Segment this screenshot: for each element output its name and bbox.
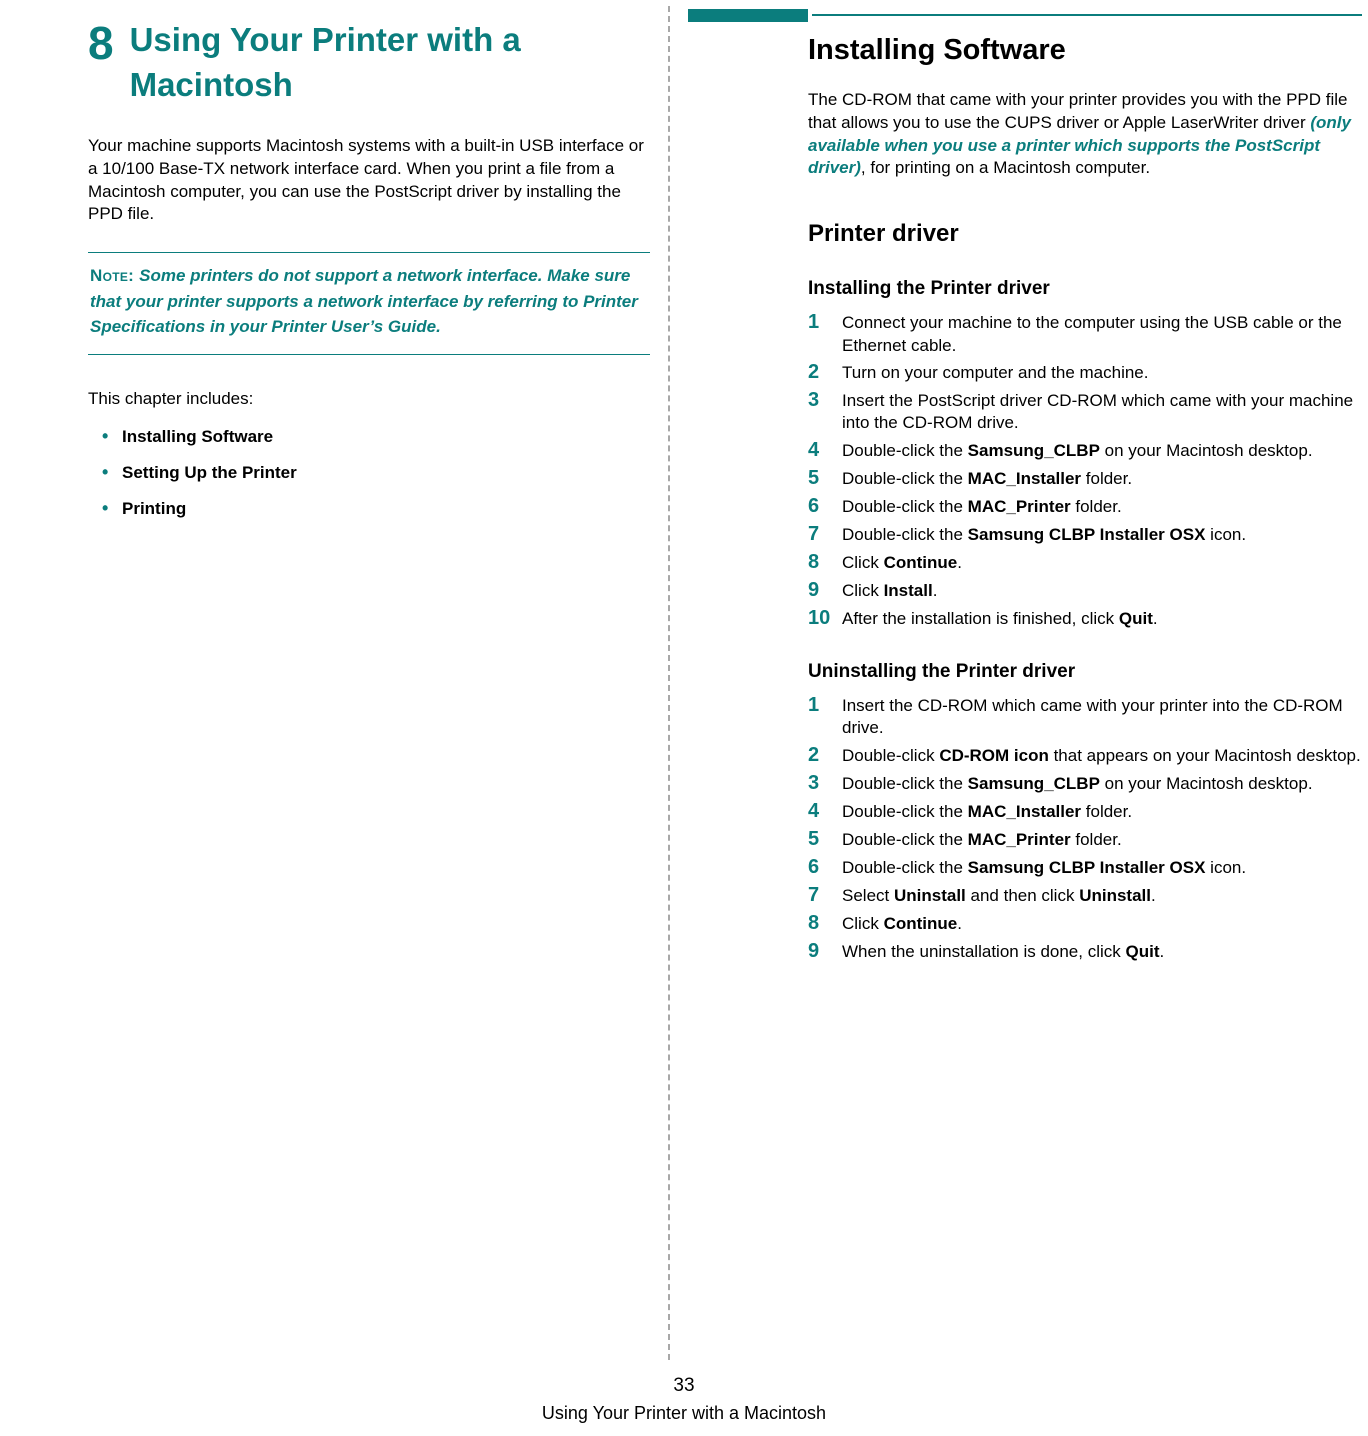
printer-driver-heading: Printer driver — [808, 220, 959, 248]
step-item — [808, 388, 1364, 435]
step-number: 6 — [808, 494, 820, 517]
page-footer — [0, 1375, 1368, 1424]
step-text — [842, 310, 1364, 357]
text-segment: Connect your machine to the computer using the USB cable or the Ethernet cable. — [842, 313, 1342, 355]
note-box — [88, 252, 650, 355]
chapter-include-item: • Installing Software — [102, 427, 650, 447]
text-segment: folder. — [1081, 468, 1133, 488]
text-segment: on your Macintosh desktop. — [1099, 773, 1313, 793]
installing-software-paragraph — [808, 89, 1364, 180]
text-segment: Double-click the — [842, 468, 968, 488]
section-title-installing-software: Installing Software — [808, 34, 1066, 66]
text-segment: Double-click the — [842, 829, 968, 849]
step-number: 1 — [808, 693, 820, 716]
step-text — [842, 360, 1148, 385]
text-segment: Samsung_CLBP — [967, 773, 1100, 793]
step-item — [808, 771, 1364, 796]
note-text — [90, 266, 638, 336]
step-text — [842, 883, 1156, 908]
footer-title: Using Your Printer with a Macintosh — [541, 1403, 827, 1423]
text-segment: Turn on your computer and the machine. — [842, 362, 1149, 382]
text-segment: After the installation is finished, click — [842, 608, 1119, 628]
text-segment: Note: — [90, 266, 140, 286]
text-segment: Quit — [1118, 608, 1153, 628]
step-item — [808, 550, 1364, 575]
text-segment: CD-ROM icon — [939, 745, 1049, 765]
text-segment: Double-click the — [842, 496, 968, 516]
step-text — [842, 388, 1364, 435]
chapter-includes-label: This chapter includes: — [88, 388, 254, 408]
step-item — [808, 827, 1364, 852]
text-segment: Click — [842, 580, 884, 600]
step-item — [808, 743, 1364, 768]
step-item — [808, 939, 1364, 964]
left-column — [88, 18, 650, 535]
text-segment: Uninstall — [893, 885, 966, 905]
step-number: 3 — [808, 771, 820, 794]
step-text — [842, 578, 937, 603]
step-item — [808, 522, 1364, 547]
text-segment: Double-click the — [842, 773, 968, 793]
text-segment: Double-click the — [842, 801, 968, 821]
chapter-include-item: • Printing — [102, 499, 650, 519]
text-segment: folder. — [1070, 496, 1122, 516]
text-segment: Samsung_CLBP — [967, 440, 1100, 460]
chapter-heading — [88, 18, 650, 107]
step-number: 8 — [808, 550, 820, 573]
step-number: 10 — [808, 606, 831, 629]
step-number: 9 — [808, 578, 820, 601]
step-item — [808, 438, 1364, 463]
step-text — [842, 855, 1246, 880]
step-item — [808, 494, 1364, 519]
step-text — [842, 693, 1364, 740]
step-number: 2 — [808, 743, 820, 766]
step-text — [842, 522, 1246, 547]
step-number: 7 — [808, 522, 820, 545]
text-segment: and then click — [965, 885, 1080, 905]
text-segment: . — [1159, 941, 1165, 961]
text-segment: folder. — [1070, 829, 1122, 849]
uninstalling-driver-subheading: Uninstalling the Printer driver — [808, 660, 1076, 682]
text-segment: Double-click the — [842, 440, 968, 460]
text-segment: MAC_Printer — [967, 829, 1071, 849]
step-item — [808, 693, 1364, 740]
text-segment: Click — [842, 913, 884, 933]
text-segment: MAC_Installer — [967, 801, 1082, 821]
text-segment: . — [932, 580, 938, 600]
section-top-rule — [688, 8, 1362, 22]
text-segment: icon. — [1205, 524, 1247, 544]
step-item — [808, 578, 1364, 603]
step-item — [808, 911, 1364, 936]
text-segment: Some printers do not support a network interface. Make sure that your printer supports a network interface by referring to Printer Specifications in your Printer User’s Guide. — [90, 266, 638, 337]
step-text — [842, 466, 1132, 491]
step-text — [842, 799, 1132, 824]
step-number: 4 — [808, 438, 820, 461]
text-segment: MAC_Printer — [967, 496, 1071, 516]
step-number: 5 — [808, 827, 820, 850]
chapter-title: Using Your Printer with a Macintosh — [129, 21, 521, 103]
step-number: 1 — [808, 311, 820, 334]
step-item — [808, 466, 1364, 491]
step-number: 6 — [808, 855, 820, 878]
step-number: 9 — [808, 939, 820, 962]
text-segment: (only available when you use a printer which supports the PostScript driver) — [808, 112, 1351, 178]
uninstall-steps-list — [808, 693, 1364, 964]
text-segment: folder. — [1081, 801, 1133, 821]
right-column — [808, 22, 1364, 967]
text-segment: Install — [883, 580, 933, 600]
text-segment: on your Macintosh desktop. — [1099, 440, 1313, 460]
text-segment: Click — [842, 552, 884, 572]
text-segment: The CD-ROM that came with your printer provides you with the PPD file that allows you to use the CUPS driver or Apple LaserWriter driver — [808, 90, 1348, 132]
step-item — [808, 855, 1364, 880]
step-item — [808, 883, 1364, 908]
install-steps-list — [808, 310, 1364, 631]
text-segment: icon. — [1205, 857, 1247, 877]
step-number: 3 — [808, 388, 820, 411]
chapter-intro-paragraph: Your machine supports Macintosh systems with a built-in USB interface or a 10/100 Base-TX network interface card. When you print a file from a Macintosh computer, you can use the PostScript driver by installing the PPD file. — [88, 136, 644, 224]
chapter-includes-list — [88, 427, 650, 519]
text-segment: When the uninstallation is done, click — [842, 941, 1126, 961]
step-text — [842, 606, 1158, 631]
text-segment: Uninstall — [1079, 885, 1151, 905]
step-item — [808, 606, 1364, 631]
text-segment: . — [1152, 608, 1158, 628]
step-number: 4 — [808, 799, 820, 822]
step-number: 7 — [808, 883, 820, 906]
text-segment: Continue — [883, 552, 958, 572]
installing-driver-subheading: Installing the Printer driver — [808, 278, 1050, 300]
chapter-include-item: • Setting Up the Printer — [102, 463, 650, 483]
section-top-rule-thick — [688, 9, 808, 22]
step-text — [842, 494, 1122, 519]
step-number: 2 — [808, 360, 820, 383]
step-text — [842, 771, 1313, 796]
step-text — [842, 550, 962, 575]
text-segment: MAC_Installer — [967, 468, 1082, 488]
text-segment: . — [1150, 885, 1156, 905]
text-segment: Double-click the — [842, 524, 968, 544]
step-text — [842, 939, 1164, 964]
step-number: 5 — [808, 466, 820, 489]
text-segment: Double-click — [842, 745, 940, 765]
text-segment: that appears on your Macintosh desktop. — [1048, 745, 1361, 765]
text-segment: Quit — [1125, 941, 1160, 961]
column-divider — [668, 6, 670, 1360]
text-segment: Samsung CLBP Installer OSX — [967, 857, 1206, 877]
text-segment: . — [957, 913, 962, 933]
text-segment: . — [957, 552, 962, 572]
text-segment: , for printing on a Macintosh computer. — [860, 158, 1151, 178]
step-item — [808, 799, 1364, 824]
step-text — [842, 911, 962, 936]
text-segment: Double-click the — [842, 857, 968, 877]
text-segment: Samsung CLBP Installer OSX — [967, 524, 1206, 544]
step-text — [842, 438, 1313, 463]
text-segment: Insert the CD-ROM which came with your printer into the CD-ROM drive. — [842, 695, 1343, 738]
step-text — [842, 743, 1361, 768]
text-segment: Continue — [883, 913, 958, 933]
step-item — [808, 310, 1364, 357]
step-text — [842, 827, 1122, 852]
step-item — [808, 360, 1364, 385]
text-segment: Select — [842, 885, 894, 905]
section-top-rule-thin — [812, 14, 1362, 16]
page-number: 33 — [673, 1375, 695, 1396]
text-segment: Insert the PostScript driver CD-ROM which came with your machine into the CD-ROM drive. — [842, 390, 1354, 433]
step-number: 8 — [808, 911, 820, 934]
chapter-number: 8 — [88, 17, 114, 69]
